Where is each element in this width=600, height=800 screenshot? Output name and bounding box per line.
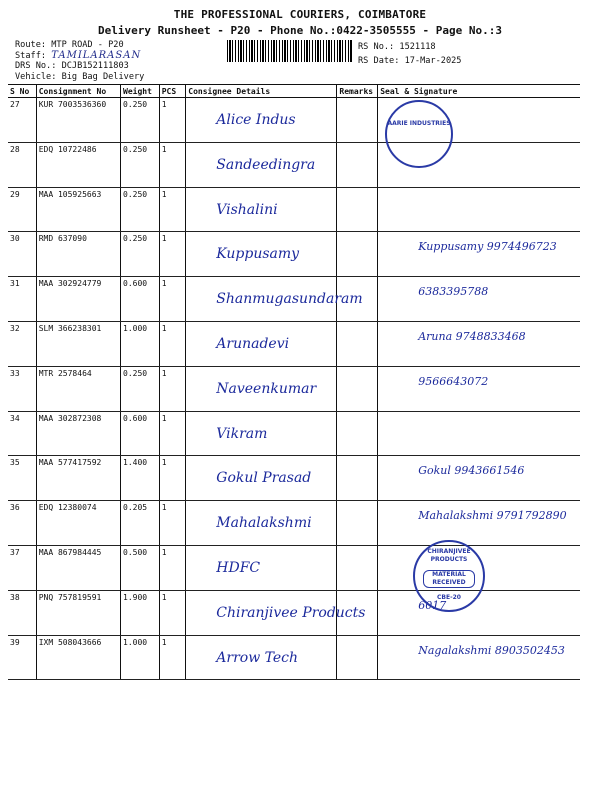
remarks-cell xyxy=(337,232,378,277)
consignee-handwritten: Gokul Prasad xyxy=(216,470,312,487)
consignee-cell xyxy=(186,232,337,277)
stamp2-top: CHIRANJIVEE PRODUCTS xyxy=(427,548,471,563)
consignment-no-cell: MAA 867984445 xyxy=(36,545,120,590)
consignee-handwritten: Vishalini xyxy=(216,201,278,218)
received-seal-stamp xyxy=(413,540,485,612)
consignment-no-cell: MAA 302872308 xyxy=(36,411,120,456)
rs-number: RS No.: 1521118 xyxy=(358,42,436,52)
rs-date: RS Date: 17-Mar-2025 xyxy=(358,56,462,66)
consignment-no-cell: SLM 366238301 xyxy=(36,321,120,366)
consignee-cell xyxy=(186,366,337,411)
weight-cell: 1.000 xyxy=(121,635,160,680)
header-sno: S No xyxy=(8,85,36,98)
weight-cell: 0.250 xyxy=(121,142,160,187)
staff-handwritten: TAMILARASAN xyxy=(51,49,142,61)
header-weight: Weight xyxy=(121,85,160,98)
consignee-cell xyxy=(186,635,337,680)
consignee-cell xyxy=(186,98,337,143)
seal-signature-cell xyxy=(378,232,580,277)
table-row xyxy=(8,277,580,322)
consignee-cell xyxy=(186,590,366,635)
pcs-cell: 1 xyxy=(159,366,186,411)
seal-signature-cell xyxy=(378,366,580,411)
table-row xyxy=(8,545,580,590)
table-row xyxy=(8,411,580,456)
remarks-cell xyxy=(337,635,378,680)
table-header-row xyxy=(8,85,580,98)
pcs-cell: 1 xyxy=(159,635,186,680)
drs-text: DRS No.: DCJB152111803 xyxy=(15,61,129,72)
consignment-no-cell: MTR 2578464 xyxy=(36,366,120,411)
sno-cell: 37 xyxy=(8,545,36,590)
signature-handwritten: Mahalakshmi 9791792890 xyxy=(418,509,567,523)
table-row xyxy=(8,366,580,411)
sno-cell: 31 xyxy=(8,277,36,322)
consignee-cell xyxy=(186,277,363,322)
consignee-cell xyxy=(186,321,337,366)
header-seal: Seal & Signature xyxy=(378,85,580,98)
consignment-no-cell: MAA 105925663 xyxy=(36,187,120,232)
consignment-no-cell: RMD 637090 xyxy=(36,232,120,277)
pcs-cell: 1 xyxy=(159,411,186,456)
sno-cell: 34 xyxy=(8,411,36,456)
pcs-cell: 1 xyxy=(159,142,186,187)
table-row xyxy=(8,187,580,232)
document-header xyxy=(0,8,600,37)
remarks-cell xyxy=(337,277,378,322)
consignee-handwritten: Alice Indus xyxy=(216,112,296,128)
table-row xyxy=(8,456,580,501)
consignment-no-cell: MAA 577417592 xyxy=(36,456,120,501)
sno-cell: 36 xyxy=(8,501,36,546)
weight-cell: 1.000 xyxy=(121,321,160,366)
seal-signature-cell xyxy=(378,187,580,232)
sno-cell: 35 xyxy=(8,456,36,501)
weight-cell: 0.500 xyxy=(121,545,160,590)
pcs-cell: 1 xyxy=(159,98,186,143)
consignee-cell xyxy=(186,501,337,546)
table-body xyxy=(8,98,580,680)
stamp2-bottom: CBE-20 xyxy=(437,594,461,601)
sno-cell: 30 xyxy=(8,232,36,277)
staff-row xyxy=(15,51,144,62)
weight-cell: 0.250 xyxy=(121,366,160,411)
signature-handwritten: Nagalakshmi 8903502453 xyxy=(418,643,565,657)
weight-cell: 0.250 xyxy=(121,187,160,232)
sno-cell: 39 xyxy=(8,635,36,680)
consignment-no-cell: IXM 508043666 xyxy=(36,635,120,680)
runsheet-title: Delivery Runsheet - P20 - Phone No.:0422-3505555 - Page No.:3 xyxy=(98,24,502,37)
consignee-handwritten: HDFC xyxy=(216,559,261,576)
weight-cell: 1.400 xyxy=(121,456,160,501)
weight-cell: 0.600 xyxy=(121,277,160,322)
signature-handwritten: Gokul 9943661546 xyxy=(418,464,525,478)
consignment-no-cell: PNQ 757819591 xyxy=(36,590,120,635)
signature-handwritten: Kuppusamy 9974496723 xyxy=(418,240,557,254)
table-row xyxy=(8,321,580,366)
consignee-cell xyxy=(186,142,337,187)
remarks-cell xyxy=(337,411,378,456)
pcs-cell: 1 xyxy=(159,545,186,590)
remarks-cell xyxy=(337,501,378,546)
table-row xyxy=(8,232,580,277)
seal-signature-cell xyxy=(378,456,580,501)
pcs-cell: 1 xyxy=(159,232,186,277)
consignee-handwritten: Mahalakshmi xyxy=(216,515,312,532)
pcs-cell: 1 xyxy=(159,590,186,635)
table-row xyxy=(8,98,580,143)
weight-cell: 0.250 xyxy=(121,98,160,143)
consignee-cell xyxy=(186,545,337,590)
remarks-cell xyxy=(337,142,378,187)
sno-cell: 32 xyxy=(8,321,36,366)
remarks-cell xyxy=(337,545,378,590)
barcode-image xyxy=(227,40,352,62)
consignee-handwritten: Chiranjivee Products xyxy=(216,604,366,621)
remarks-cell xyxy=(337,187,378,232)
table-row xyxy=(8,635,580,680)
company-seal-stamp xyxy=(385,100,453,168)
stamp2-mid: MATERIAL RECEIVED xyxy=(423,570,475,588)
weight-cell: 1.900 xyxy=(121,590,160,635)
sno-cell: 27 xyxy=(8,98,36,143)
staff-label: Staff: xyxy=(15,50,47,61)
stamp1-text: AARIE INDUSTRIES xyxy=(387,120,451,127)
consignee-handwritten: Shanmugasundaram xyxy=(216,291,363,308)
seal-signature-cell xyxy=(378,635,580,680)
remarks-cell xyxy=(337,321,378,366)
sno-cell: 33 xyxy=(8,366,36,411)
header-pcs: PCS xyxy=(159,85,186,98)
consignment-no-cell: KUR 7003536360 xyxy=(36,98,120,143)
consignment-no-cell: EDQ 12380074 xyxy=(36,501,120,546)
remarks-cell xyxy=(337,456,378,501)
consignee-cell xyxy=(186,187,337,232)
consignee-cell xyxy=(186,411,337,456)
weight-cell: 0.600 xyxy=(121,411,160,456)
pcs-cell: 1 xyxy=(159,321,186,366)
company-name: THE PROFESSIONAL COURIERS, COIMBATORE xyxy=(173,8,427,21)
signature-handwritten: 6017 xyxy=(418,598,447,612)
sno-cell: 38 xyxy=(8,590,36,635)
consignee-handwritten: Vikram xyxy=(216,425,268,442)
consignee-handwritten: Sandeedingra xyxy=(216,156,316,173)
meta-left xyxy=(15,40,144,82)
pcs-cell: 1 xyxy=(159,277,186,322)
seal-signature-cell xyxy=(378,277,580,322)
vehicle-text: Vehicle: Big Bag Delivery xyxy=(15,71,145,82)
meta-right xyxy=(358,40,461,68)
pcs-cell: 1 xyxy=(159,501,186,546)
route-text: Route: MTP ROAD - P20 xyxy=(15,40,124,50)
sno-cell: 29 xyxy=(8,187,36,232)
consignee-handwritten: Arunadevi xyxy=(216,335,290,352)
signature-handwritten: 9566643072 xyxy=(418,374,489,388)
signature-handwritten: 6383395788 xyxy=(418,285,489,299)
weight-cell: 0.205 xyxy=(121,501,160,546)
header-remarks: Remarks xyxy=(337,85,378,98)
table-row xyxy=(8,590,580,635)
table-row xyxy=(8,501,580,546)
remarks-cell xyxy=(337,590,378,635)
pcs-cell: 1 xyxy=(159,456,186,501)
table-row xyxy=(8,142,580,187)
consignee-cell xyxy=(186,456,337,501)
seal-signature-cell xyxy=(378,411,580,456)
consignee-handwritten: Arrow Tech xyxy=(216,649,299,666)
consignment-no-cell: EDQ 10722486 xyxy=(36,142,120,187)
seal-signature-cell xyxy=(378,321,580,366)
weight-cell: 0.250 xyxy=(121,232,160,277)
consignee-handwritten: Kuppusamy xyxy=(216,246,300,263)
sno-cell: 28 xyxy=(8,142,36,187)
remarks-cell xyxy=(337,366,378,411)
pcs-cell: 1 xyxy=(159,187,186,232)
consignee-handwritten: Naveenkumar xyxy=(216,380,317,397)
signature-handwritten: Aruna 9748833468 xyxy=(418,329,526,343)
seal-signature-cell xyxy=(378,501,580,546)
consignment-no-cell: MAA 302924779 xyxy=(36,277,120,322)
header-consignee: Consignee Details xyxy=(186,85,337,98)
header-consignment: Consignment No xyxy=(36,85,120,98)
runsheet-table xyxy=(8,84,580,680)
remarks-cell xyxy=(337,98,378,143)
